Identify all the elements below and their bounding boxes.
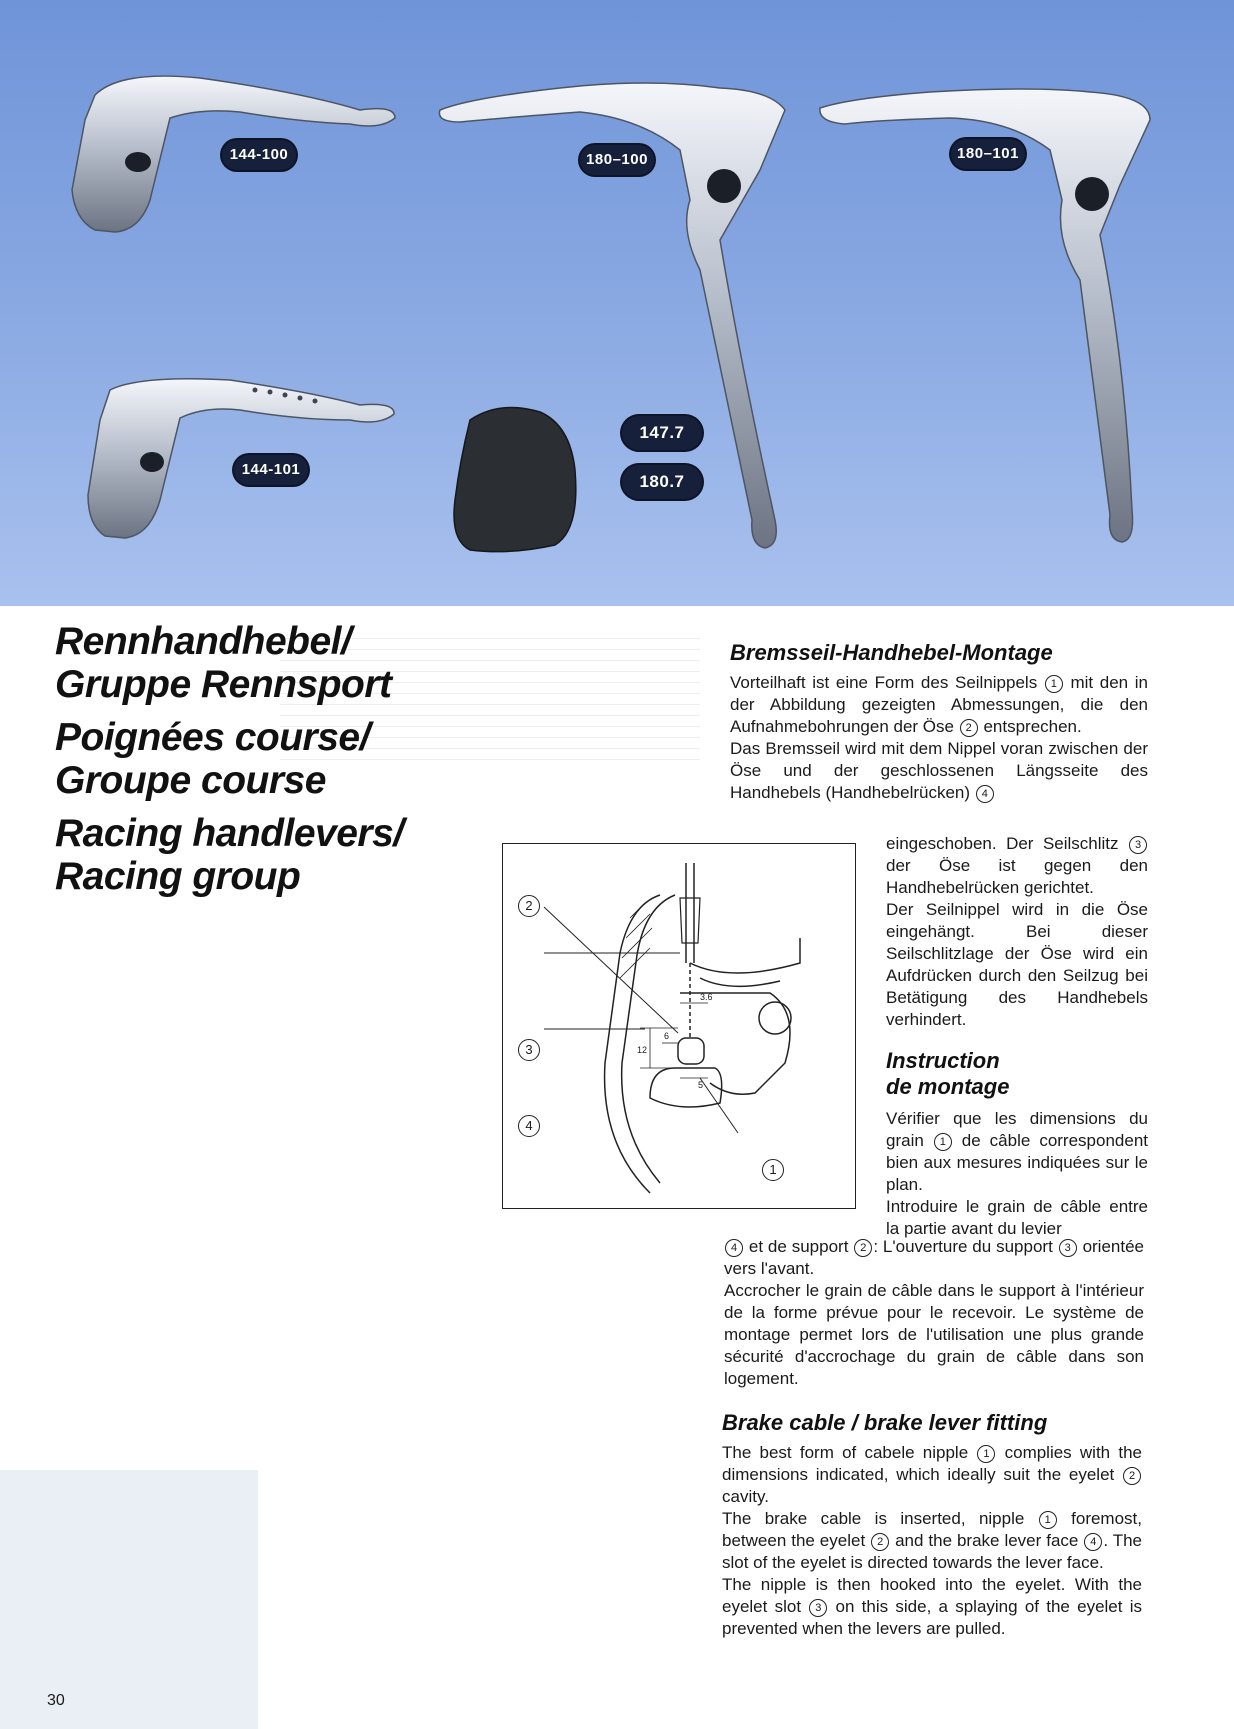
dimension-label: 3.6 <box>700 992 713 1002</box>
german-paragraph-2-start: Das Bremsseil wird mit dem Nippel voran zwischen der Öse und der geschlossenen Längsseite des Handhebels (Handhebelrücken) 4 <box>730 739 1148 802</box>
french-paragraph-2-start: Introduire le grain de câble entre la partie avant du levier <box>886 1197 1148 1238</box>
french-section-title-line: Instruction <box>886 1048 1000 1073</box>
heading-line: Groupe course <box>55 759 326 802</box>
german-paragraph-1: Vorteilhaft ist eine Form des Seilnippels 1 mit den in der Abbildung gezeigten Abmessungen, die den Aufnahmebohrungen der Öse 2 entsprechen. <box>730 673 1148 736</box>
callout-marker: 1 <box>762 1159 784 1181</box>
callout-marker: 4 <box>518 1115 540 1137</box>
part-number-tag: 180–100 <box>580 145 654 175</box>
english-section-title: Brake cable / brake lever fitting <box>722 1410 1048 1435</box>
callout-marker: 3 <box>518 1039 540 1061</box>
part-number-tag: 144-101 <box>234 455 308 485</box>
french-paragraph-3: Accrocher le grain de câble dans le support à l'intérieur de la forme prévue pour le recevoir. Le système de montage permet lors de l'utilisation une plus grande sécurité d'accrochage du grain de câble dans son logement. <box>724 1281 1144 1388</box>
french-paragraph-1: Vérifier que les dimensions du grain 1 de câble correspondent bien aux mesures indiquées sur le plan. <box>886 1109 1148 1194</box>
part-number-tag: 180.7 <box>622 465 702 499</box>
heading-line: Gruppe Rennsport <box>55 663 392 706</box>
french-section-continued <box>724 1236 1144 1390</box>
product-photo-band <box>0 0 1234 606</box>
page-heading-group <box>55 620 535 898</box>
heading-line: Poignées course/ <box>55 716 370 759</box>
decorative-panel <box>0 1470 258 1729</box>
dimension-label: 5 <box>698 1080 704 1090</box>
cable-fitting-diagram <box>500 843 856 1209</box>
callout-marker: 2 <box>518 895 540 917</box>
part-number-tag: 180–101 <box>951 139 1025 169</box>
french-section-title-line: de montage <box>886 1074 1010 1099</box>
heading-line: Rennhandhebel/ <box>55 620 352 663</box>
french-section <box>886 1048 1148 1240</box>
french-paragraph-2-end: 4 et de support 2 : L'ouverture du support 3 orientée vers l'avant. <box>724 1237 1144 1278</box>
part-number-tag: 147.7 <box>622 416 702 450</box>
heading-line: Racing handlevers/ <box>55 812 404 855</box>
dimension-label: 12 <box>637 1045 648 1055</box>
english-paragraph-2: The brake cable is inserted, nipple 1 foremost, between the eyelet 2 and the brake lever face 4 . The slot of the eyelet is directed towards the lever face. <box>722 1509 1142 1572</box>
german-paragraph-3: Der Seilnippel wird in die Öse eingehängt. Bei dieser Seilschlitzlage der Öse wird ein Aufdrücken durch den Seilzug bei Betätigung des Handhebels verhindert. <box>886 900 1148 1029</box>
page-number: 30 <box>47 1692 65 1709</box>
english-paragraph-1: The best form of cabele nipple 1 complies with the dimensions indicated, which ideally suit the eyelet 2 cavity. <box>722 1443 1142 1506</box>
lever-cross-section <box>500 843 856 1209</box>
german-section-continued <box>886 833 1148 1031</box>
heading-line: Racing group <box>55 855 301 898</box>
brake-lever-photos <box>0 0 1234 606</box>
english-paragraph-3: The nipple is then hooked into the eyelet. With the eyelet slot 3 on this side, a splaying of the eyelet is prevented when the levers are pulled. <box>722 1575 1142 1638</box>
english-section <box>722 1410 1142 1640</box>
part-number-tag: 144-100 <box>222 140 296 170</box>
german-section <box>730 640 1148 804</box>
german-section-title: Bremsseil-Handhebel-Montage <box>730 640 1053 665</box>
dimension-label: 6 <box>664 1031 670 1041</box>
german-paragraph-2-end: eingeschoben. Der Seilschlitz 3 der Öse ist gegen den Handhebelrücken gerichtet. <box>886 834 1148 897</box>
rubber-hood-image <box>454 408 576 552</box>
